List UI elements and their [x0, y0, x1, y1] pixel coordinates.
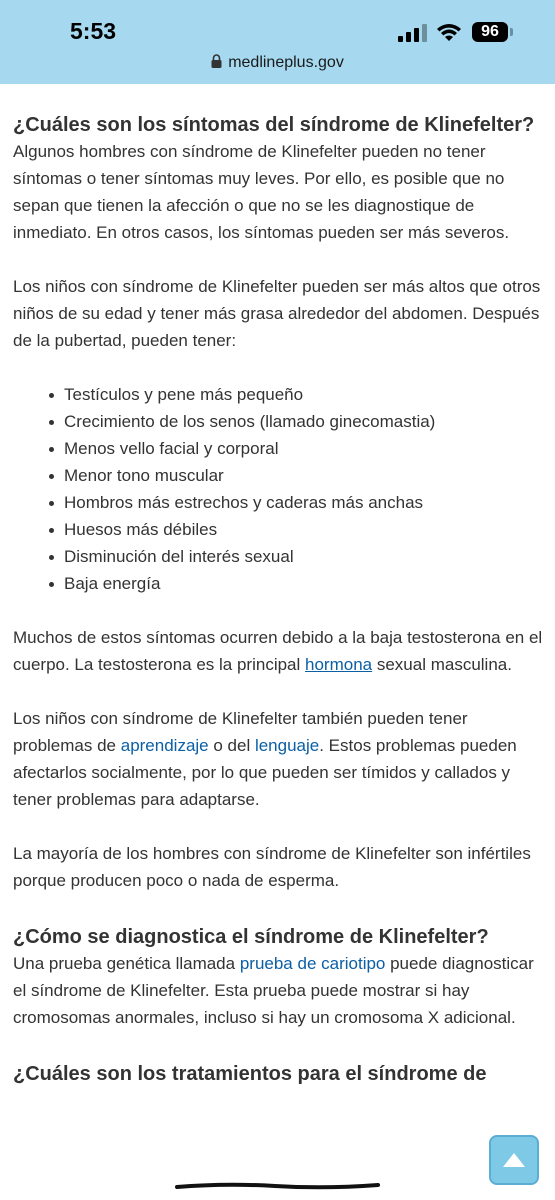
wifi-icon	[436, 22, 462, 42]
karyotype-test-link[interactable]: prueba de cariotipo	[239, 954, 386, 973]
list-item: Hombros más estrechos y caderas más anchas	[13, 489, 543, 516]
address-bar[interactable]	[0, 54, 555, 72]
url-text: medlineplus.gov	[228, 54, 344, 71]
list-item: Huesos más débiles	[13, 516, 543, 543]
symptoms-paragraph-2: Los niños con síndrome de Klinefelter pueden ser más altos que otros niños de su edad y tener más grasa alrededor del abdomen. Después de la pubertad, pueden tener:	[13, 277, 541, 350]
list-item: Disminución del interés sexual	[13, 543, 543, 570]
list-item: Testículos y pene más pequeño	[13, 381, 543, 408]
cellular-signal-icon	[398, 24, 428, 42]
symptoms-paragraph-4: Los niños con síndrome de Klinefelter también pueden tener problemas de aprendizaje o del lenguaje. Estos problemas pueden afectarlos socialmente, por lo que pueden ser tímidos y callados y tener problemas para adaptarse.	[13, 709, 517, 809]
list-item: Crecimiento de los senos (llamado ginecomastia)	[13, 408, 543, 435]
symptoms-heading: ¿Cuáles son los síntomas del síndrome de Klinefelter?	[13, 114, 535, 136]
list-item: Baja energía	[13, 570, 543, 597]
list-item: Menor tono muscular	[13, 462, 543, 489]
article-content	[13, 112, 543, 1087]
status-bar	[0, 0, 555, 84]
symptoms-paragraph-1: Algunos hombres con síndrome de Klinefelter pueden no tener síntomas o tener síntomas muy leves. Por ello, es posible que no sepan que tienen la afección o que no se les diagnostique de inmediato. En otros casos, los síntomas pueden ser más severos.	[13, 142, 510, 242]
chevron-up-icon	[502, 1152, 526, 1168]
symptoms-list	[13, 381, 543, 597]
symptoms-paragraph-3: Muchos de estos síntomas ocurren debido a la baja testosterona en el cuerpo. La testosterona es la principal hormona sexual masculina.	[13, 628, 543, 674]
hormona-link[interactable]: hormona	[305, 655, 373, 674]
diagnosis-paragraph-1: Una prueba genética llamada prueba de cariotipo puede diagnosticar el síndrome de Klinefelter. Esta prueba puede mostrar si hay cromosomas anormales, incluso si hay un cromosoma X adicional.	[13, 954, 534, 1027]
treatment-heading: ¿Cuáles son los tratamientos para el síndrome de	[13, 1063, 487, 1085]
scroll-to-top-button[interactable]	[489, 1135, 539, 1185]
symptoms-paragraph-5: La mayoría de los hombres con síndrome de Klinefelter son infértiles porque producen poco o nada de esperma.	[13, 844, 531, 890]
aprendizaje-link[interactable]: aprendizaje	[120, 736, 209, 755]
clock: 5:53	[70, 18, 117, 44]
lenguaje-link[interactable]: lenguaje	[254, 736, 320, 755]
battery-indicator: 96	[472, 22, 508, 42]
diagnosis-heading: ¿Cómo se diagnostica el síndrome de Klinefelter?	[13, 926, 489, 948]
battery-tip	[510, 28, 513, 36]
lock-icon	[211, 54, 222, 68]
scribble-mark	[175, 1181, 380, 1191]
list-item: Menos vello facial y corporal	[13, 435, 543, 462]
